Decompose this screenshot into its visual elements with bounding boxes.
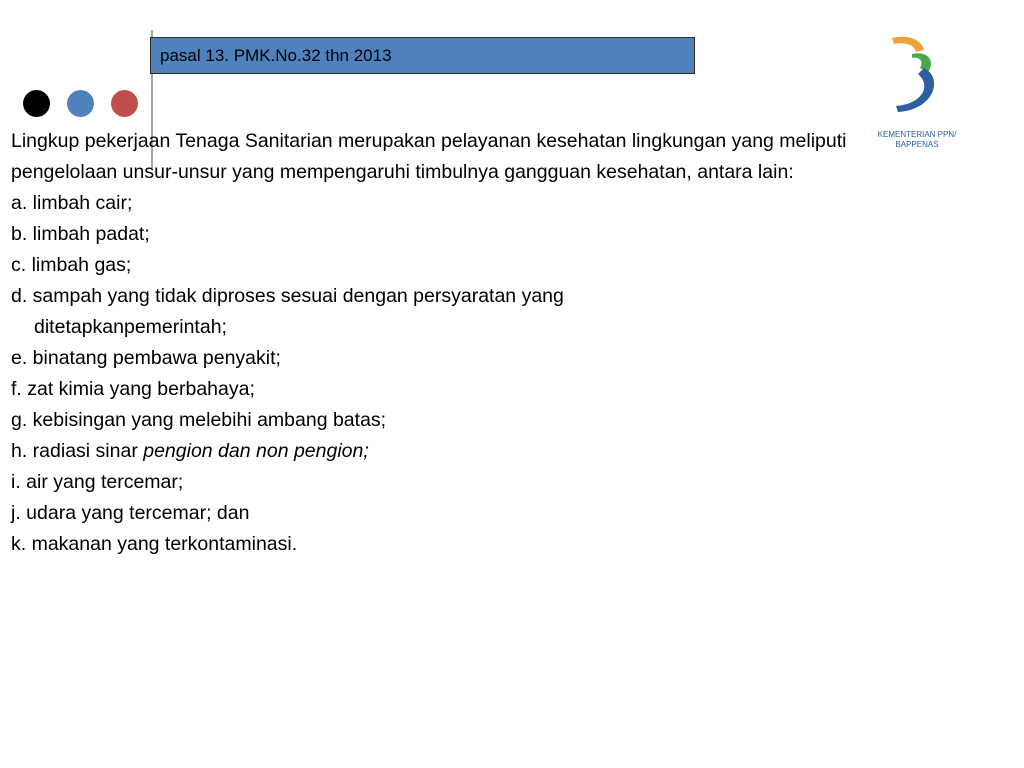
logo-caption-line2: BAPPENAS (895, 140, 939, 149)
list-item-k: k. makanan yang terkontaminasi. (11, 533, 298, 555)
list-item-c: c. limbah gas; (11, 254, 132, 276)
list-item-g: g. kebisingan yang melebihi ambang batas; (11, 409, 387, 431)
list-item-h (11, 436, 1021, 467)
list-item-a: a. limbah cair; (11, 192, 133, 214)
black-dot (23, 90, 50, 117)
list-item-j: j. udara yang tercemar; dan (11, 502, 250, 524)
list-item-i: i. air yang tercemar; (11, 471, 184, 493)
logo-caption-line1: KEMENTERIAN PPN/ (877, 130, 957, 139)
list-item-d-line2: ditetapkanpemerintah; (34, 316, 227, 338)
title-banner (150, 37, 695, 74)
list-item-e: e. binatang pembawa penyakit; (11, 347, 281, 369)
intro-line-1: Lingkup pekerjaan Tenaga Sanitarian merupakan pelayanan kesehatan lingkungan yang meliputi (11, 130, 847, 152)
blue-dot (67, 90, 94, 117)
bappenas-logo-icon (884, 34, 946, 116)
list-item-h-italic: pengion dan non pengion; (143, 440, 369, 462)
intro-line-2: pengelolaan unsur-unsur yang mempengaruhi timbulnya gangguan kesehatan, antara lain: (11, 161, 794, 183)
list-item-d-line1: d. sampah yang tidak diproses sesuai dengan persyaratan yang (11, 285, 564, 307)
content-text-block (11, 126, 1021, 560)
list-item-b: b. limbah padat; (11, 223, 150, 245)
title-banner-text: pasal 13. PMK.No.32 thn 2013 (160, 46, 392, 65)
red-dot (111, 90, 138, 117)
list-item-f: f. zat kimia yang berbahaya; (11, 378, 255, 400)
list-item-h-prefix: h. radiasi sinar (11, 440, 144, 462)
